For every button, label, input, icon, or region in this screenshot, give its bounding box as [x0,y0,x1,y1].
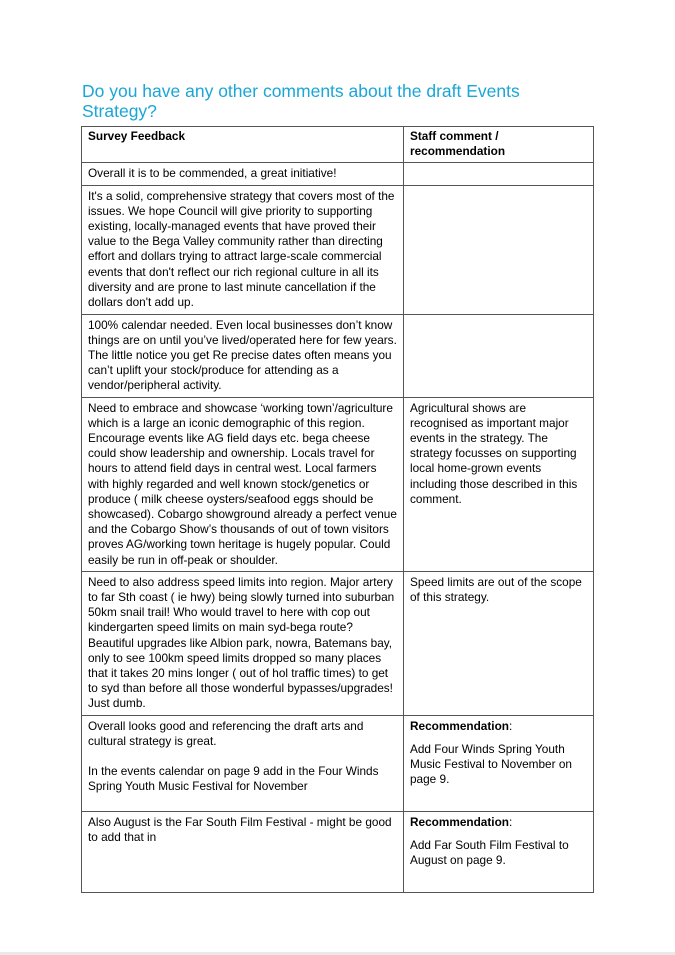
feedback-cell [82,163,404,185]
feedback-text: Overall looks good and referencing the draft arts and cultural strategy is great. [88,718,364,748]
feedback-cell [82,314,404,397]
recommendation-label [410,719,587,734]
staff-cell [404,397,594,571]
recommendation-label-text: Recommendation [410,814,509,829]
recommendation-label [410,815,587,830]
staff-cell [404,715,594,811]
feedback-text: 100% calendar needed. Even local businesses don’t know things are on until you’ve lived/operated here for few years. The little notice you get Re precise dates often means you can’t uplift your stock/produce for attending as a vendor/peripheral activity. [88,317,397,393]
table-row [82,163,594,185]
staff-cell [404,811,594,892]
table-row [82,397,594,571]
staff-cell [404,185,594,314]
staff-cell [404,314,594,397]
recommendation-label-text: Recommendation [410,718,509,733]
table-row [82,571,594,715]
feedback-cell [82,185,404,314]
staff-text: Agricultural shows are recognised as important major events in the strategy. The strategy focusses on supporting local home-grown events including those described in this comment. [410,400,578,506]
recommendation-text: Add Four Winds Spring Youth Music Festival to November on page 9. [410,741,572,787]
staff-cell [404,163,594,185]
feedback-text: Also August is the Far South Film Festival - might be good to add that in [88,814,392,844]
feedback-cell [82,571,404,715]
table-row [82,185,594,314]
staff-cell [404,571,594,715]
page-heading: Do you have any other comments about the draft Events Strategy? [82,81,520,121]
column-header-staff-comment: Staff comment / recommendation [404,127,594,163]
table-row [82,811,594,892]
feedback-text: It's a solid, comprehensive strategy that covers most of the issues. We hope Council will give priority to supporting existing, locally-managed events that have proved their value to the Bega Valley community rather than directing effort and dollars trying to attract large-scale commercial events that don't reflect our rich regional culture in all its diversity and are prone to last minute cancellation if the dollars don't add up. [88,188,395,310]
feedback-text: Need to embrace and showcase ‘working town’/agriculture which is a large an iconic demographic of this region. Encourage events like AG field days etc. bega cheese could show leadership and ownership. Locals travel for hours to attend field days in central west. Local farmers with highly regarded and well known stock/genetics or produce ( milk cheese oysters/seafood eggs should be showcased). Cobargo showground already a perfect venue and the Cobargo Show’s thousands of out of town visitors proves AG/working town heritage is hugely popular. Could easily be run in off-peak or shoulder. [88,400,397,567]
recommendation-colon: : [508,814,513,829]
table-header-row [82,127,594,163]
staff-text: Speed limits are out of the scope of this strategy. [410,574,582,605]
feedback-cell [82,397,404,571]
table-row [82,314,594,397]
feedback-cell [82,715,404,811]
recommendation-text: Add Far South Film Festival to August on page 9. [410,837,569,868]
feedback-text-2: In the events calendar on page 9 add in the Four Winds Spring Youth Music Festival for November [88,764,379,794]
feedback-cell [82,811,404,892]
table-row [82,715,594,811]
column-header-survey-feedback: Survey Feedback [82,127,404,163]
feedback-text: Overall it is to be commended, a great initiative! [88,166,337,181]
recommendation-colon: : [508,718,513,733]
feedback-text: Need to also address speed limits into region. Major artery to far Sth coast ( ie hwy) being slowly turned into suburban 50km snail trail! Who would travel to here with cop out kindergarten speed limits on main syd-bega route? Beautiful upgrades like Albion park, nowra, Batemans bay, only to see 100km speed limits dropped so many places that it takes 20 mins longer ( out of hol traffic times) to get to syd than before all those wonderful bypasses/upgrades! Just dumb. [88,574,395,711]
feedback-table [81,126,594,893]
